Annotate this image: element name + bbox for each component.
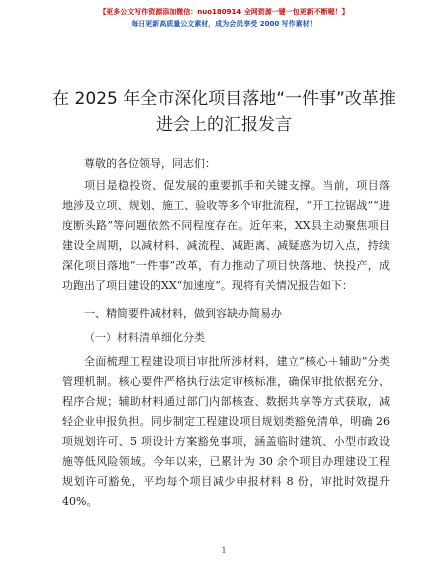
subsection-heading-1: （一）材料清单细化分类 (84, 331, 205, 344)
page-number: 1 (221, 546, 227, 555)
section-heading-1: 一、精简要件减材料，做到容缺办简易办 (84, 307, 282, 320)
document-title: 在 2025 年全市深化项目落地“一件事”改革推进会上的汇报发言 (52, 89, 396, 135)
promo-banner-line-2: 每日更新高质量公文素材，成为会员享受 2000 写作素材！ (131, 20, 317, 28)
promo-banner (0, 6, 448, 30)
paragraph-materials: 全面梳理工程建设项目审批所涉材料，建立“核心＋辅助”分类管理机制。核心要件严格执行法定审核标准，确保审批依据充分、程序合规；辅助材料通过部门内部核查、数据共享等方式获取，减轻企业申报负担。同步制定工程建设项目规划类豁免清单，明确 26 项规划许可、5 项设计方案豁免事项，涵盖临时建筑、小型市政设施等低风险领域。今年以来，已累计为 30 余个项目办理建设工程规划许可豁免，平均每个项目减少申报材料 8 份，审批时效提升 40%。 (62, 355, 390, 508)
document-body (62, 154, 390, 512)
greeting: 尊敬的各位领导，同志们： (84, 157, 216, 170)
promo-banner-line-1: 【更多公文写作资源添加微信：nuo180914 全网资源一键一包更新不断喔！】 (99, 8, 349, 16)
paragraph-intro: 项目是稳投资、促发展的重要抓手和关键支撑。当前，项目落地涉及立项、规划、施工、验收等多个审批流程，“开工拉锯战”“进度断头路”等问题依然不同程度存在。近年来，XX县主动聚焦项目建设全周期，以减材料、减流程、减距离、减疑惑为切入点，持续深化项目落地“一件事”改革，有力推动了项目快落地、快投产，成功跑出了项目建设的XX“加速度”。现将有关情况报告如下： (62, 179, 390, 292)
